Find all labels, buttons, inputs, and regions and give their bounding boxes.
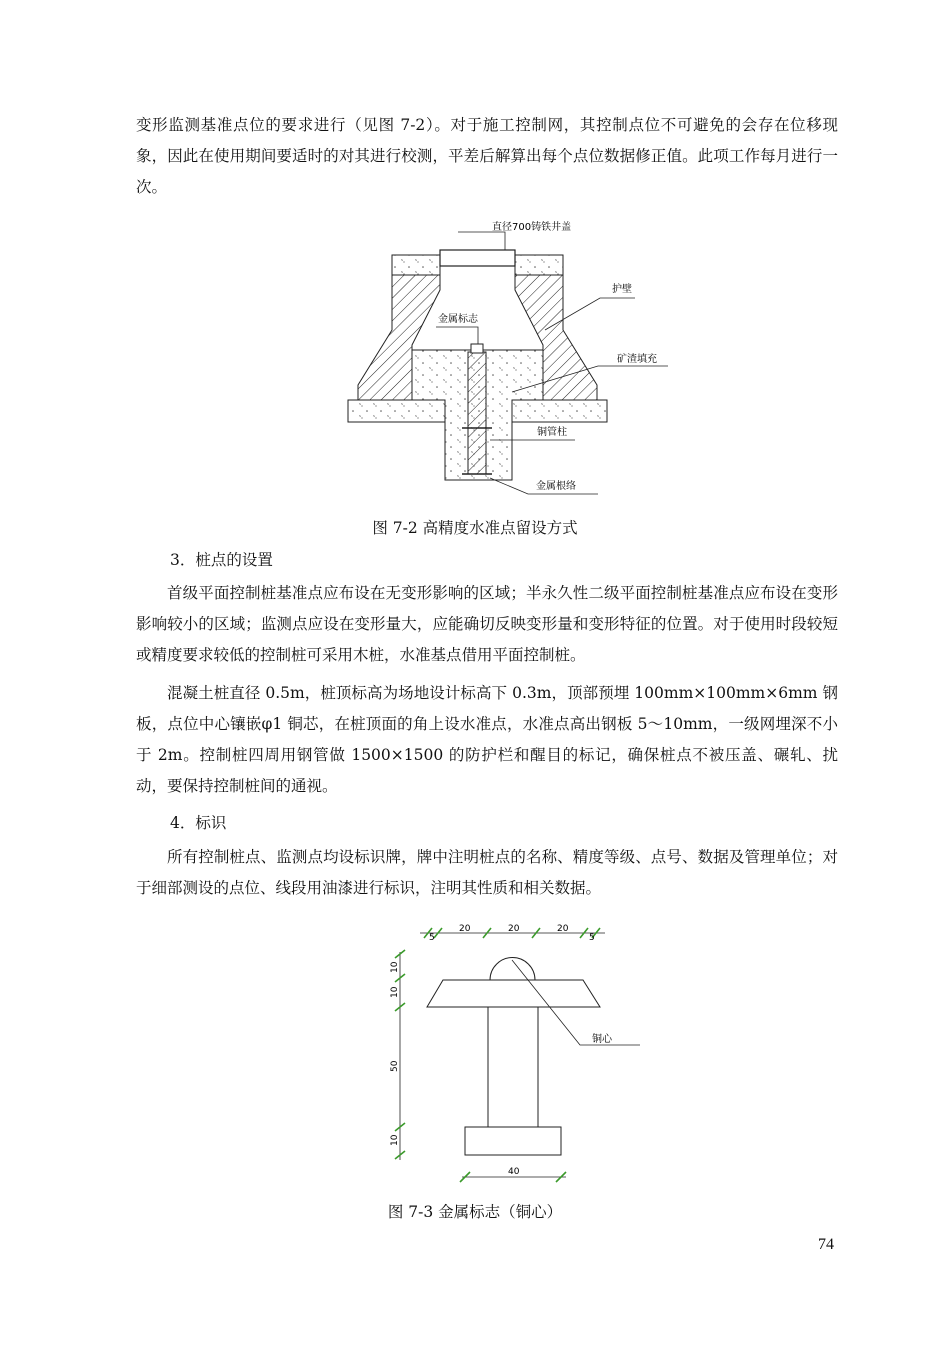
marker-shaft (488, 1007, 538, 1127)
section-4-heading: 4．标识 (170, 814, 227, 832)
page-number: 74 (818, 1236, 834, 1253)
label-pipe-column: 铜管柱 (537, 427, 567, 438)
dim-left-10-c: 10 (390, 1134, 400, 1146)
dim-top-5-right: 5 (589, 933, 595, 943)
label-metal-marker: 金属标志 (438, 314, 478, 325)
section-3-paragraph-1: 首级平面控制桩基准点应布设在无变形影响的区域；半永久性二级平面控制桩基准点应布设在变形影响较小的区域；监测点应设在变形量大，应能确切反映变形量和变形特征的位置。对于使用时段较短或精度要求较低的控制桩可采用木桩，水准基点借用平面控制桩。 (136, 584, 838, 664)
section-4-paragraph: 所有控制桩点、监测点均设标识牌，牌中注明桩点的名称、精度等级、点号、数据及管理单位；对于细部测设的点位、线段用油漆进行标识，注明其性质和相关数据。 (136, 848, 838, 897)
dim-bottom-40: 40 (508, 1167, 520, 1177)
iron-cover (440, 250, 515, 266)
marker-head (427, 980, 600, 1007)
figure-7-3-caption: 图 7-3 金属标志（铜心） (387, 1203, 563, 1221)
dim-left-10-b: 10 (390, 986, 400, 998)
figure-7-2-diagram (340, 215, 657, 505)
label-metal-root: 金属根络 (536, 481, 576, 492)
marker-base (465, 1127, 561, 1155)
figure-7-3-diagram (380, 920, 650, 1185)
dim-top-20-c: 20 (557, 924, 569, 934)
dim-top-20-b: 20 (508, 924, 520, 934)
section-3-paragraph-2: 混凝土桩直径 0.5m，桩顶标高为场地设计标高下 0.3m，顶部预埋 100mm×100mm×6mm 钢板，点位中心镶嵌φ1 铜芯，在桩顶面的角上设水准点，水准点高出钢板 5～10mm，一级网埋深不小于 2m。控制桩四周用钢管做 1500×1500 的防护栏和醒目的标记，确保桩点不被压盖、碾轧、扰动，要保持控制桩间的通视。 (136, 684, 838, 795)
section-3-heading: 3．桩点的设置 (170, 551, 273, 569)
figure-7-2-caption: 图 7-2 高精度水准点留设方式 (372, 519, 578, 537)
dim-left-50: 50 (390, 1060, 400, 1072)
dim-left-10-a: 10 (390, 961, 400, 973)
pipe-column (468, 352, 486, 474)
label-iron-cover: 直径700铸铁井盖 (492, 222, 572, 233)
label-slag-fill: 矿渣填充 (617, 354, 657, 365)
intro-paragraph: 变形监测基准点位的要求进行（见图 7-2）。对于施工控制网，其控制点位不可避免的会存在位移现象，因此在使用期间要适时的对其进行校测，平差后解算出每个点位数据修正值。此项工作每月进行一次。 (136, 116, 838, 196)
dim-top-20-a: 20 (459, 924, 471, 934)
label-copper-core: 铜心 (592, 1034, 612, 1045)
label-protective-wall: 护壁 (612, 284, 632, 295)
dim-top-5-left: 5 (429, 933, 435, 943)
